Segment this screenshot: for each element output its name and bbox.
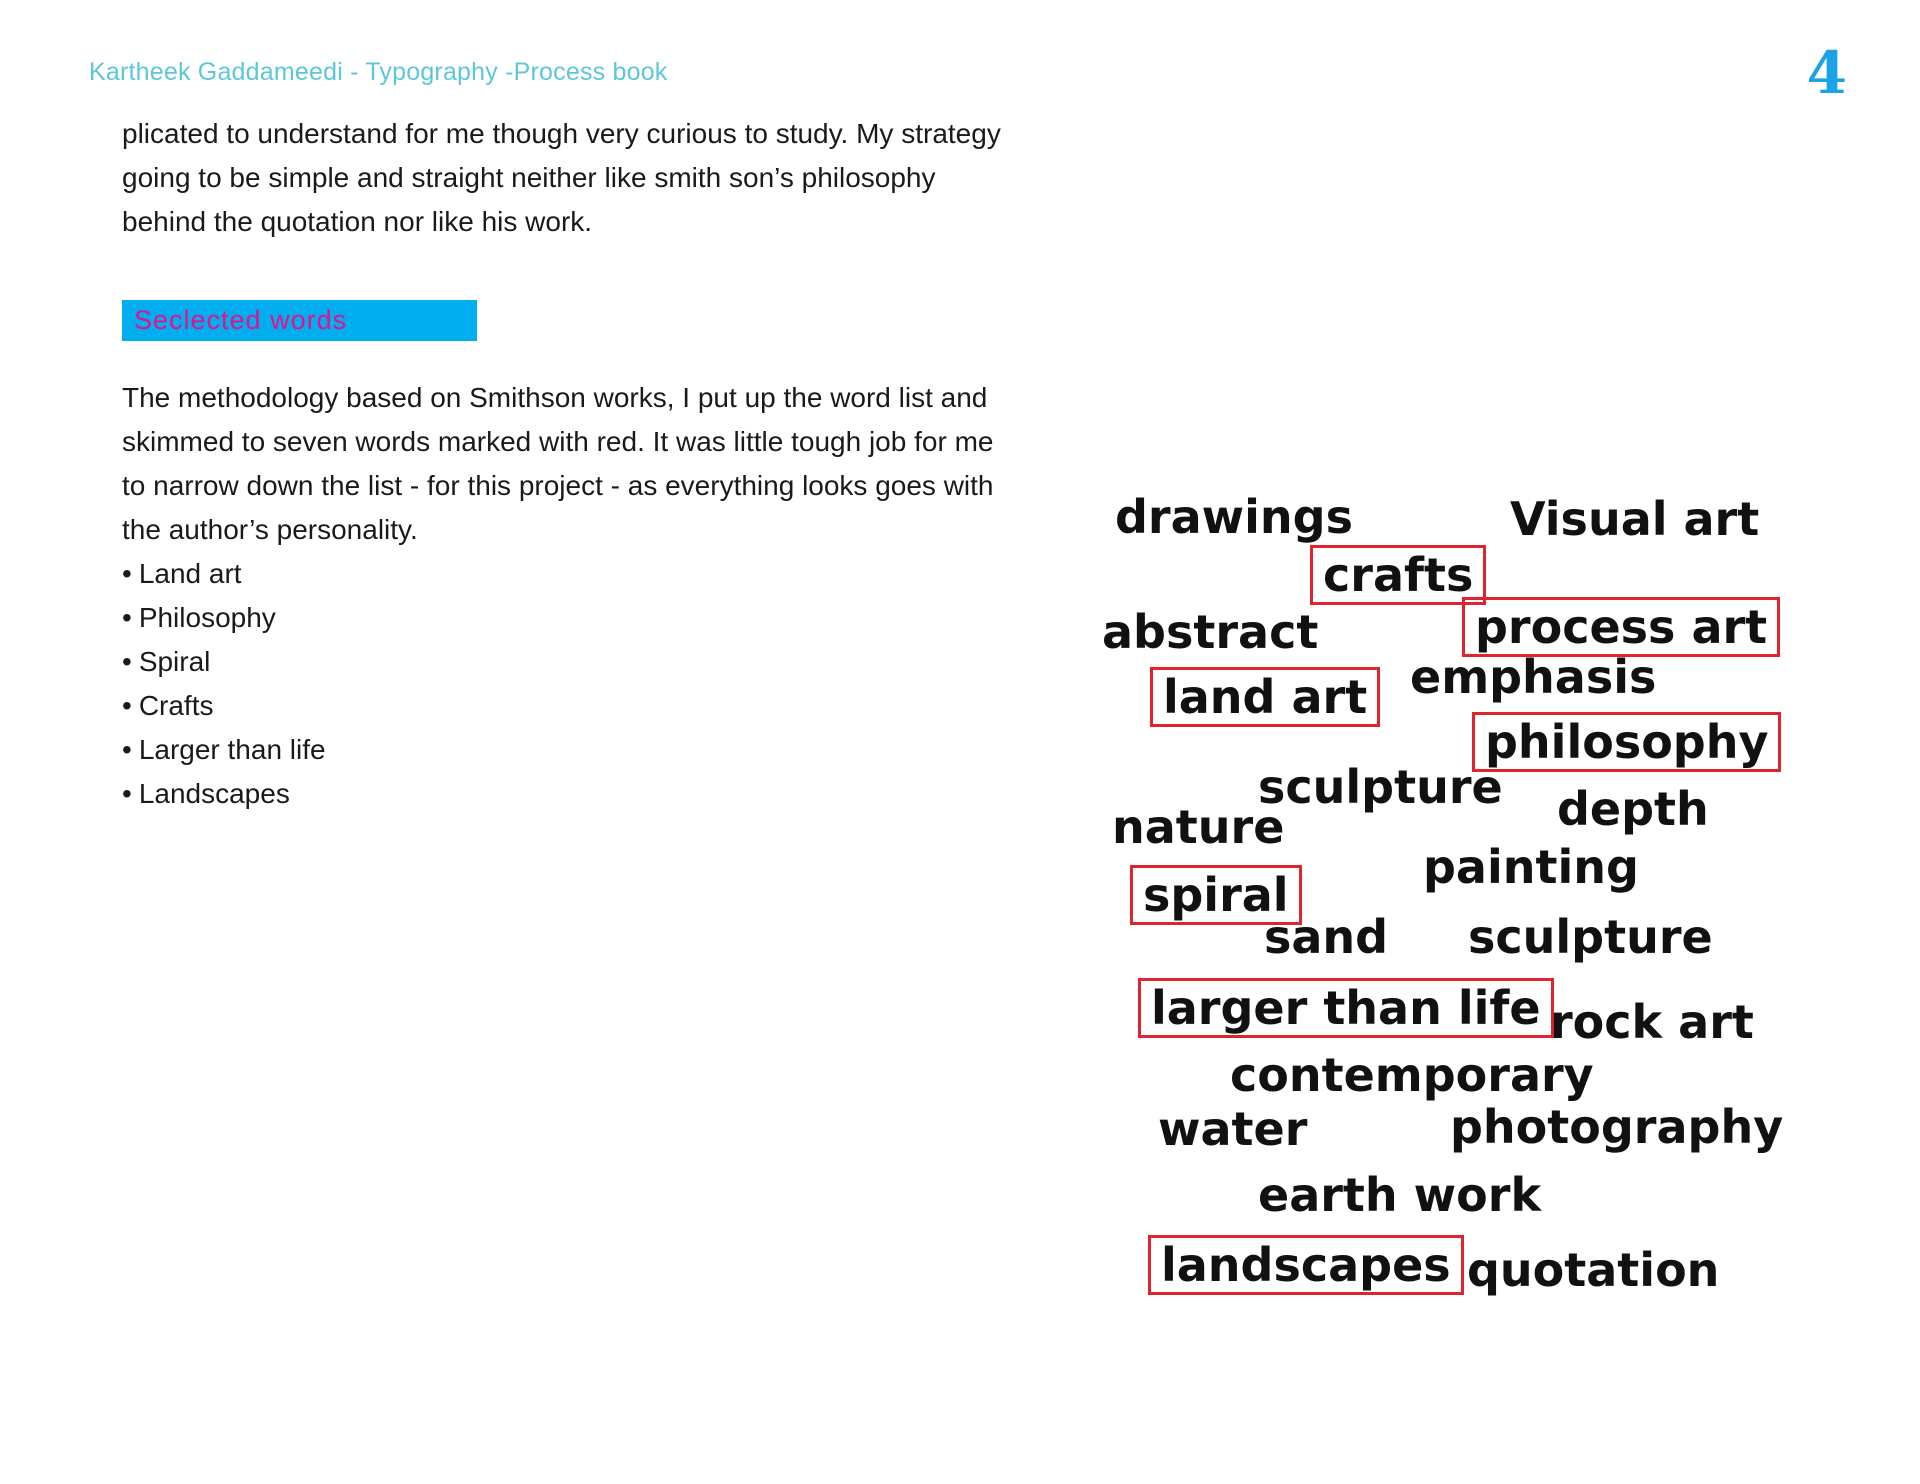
cloud-word-marked: landscapes [1148,1235,1464,1295]
cloud-word: contemporary [1230,1048,1594,1102]
cloud-word-marked: process art [1462,597,1780,657]
list-item: • Spiral [122,640,1022,684]
cloud-word: water [1158,1102,1308,1156]
cloud-word: nature [1112,800,1285,854]
cloud-word: sculpture [1258,760,1503,814]
cloud-word: earth work [1258,1168,1542,1222]
cloud-word: photography [1450,1100,1784,1154]
cloud-word-marked: crafts [1310,545,1486,605]
method-paragraph: The methodology based on Smithson works, I put up the word list and skimmed to seven words marked with red. It was little tough job for me to narrow down the list - for this project - as everything looks goes with the author’s personality. [122,382,994,545]
cloud-word: sand [1264,910,1389,964]
list-item: • Philosophy [122,596,1022,640]
cloud-word: sculpture [1468,910,1713,964]
intro-paragraph [122,112,1022,244]
cloud-word: abstract [1102,605,1319,659]
cloud-word: drawings [1115,490,1353,544]
cloud-word: emphasis [1410,650,1657,704]
cloud-word: Visual art [1510,492,1760,546]
cloud-word: depth [1557,782,1709,836]
cloud-word-marked: land art [1150,667,1380,727]
word-cloud [1090,470,1790,1320]
selected-words-list [122,552,1022,816]
section-label: Seclected words [122,300,477,341]
list-item: • Landscapes [122,772,1022,816]
intro-paragraph-text: plicated to understand for me though very curious to study. My strategy going to be simple and straight neither like smith son’s philosophy behind the quotation nor like his work. [122,118,1001,237]
cloud-word-marked: philosophy [1472,712,1781,772]
cloud-word: quotation [1467,1243,1720,1297]
method-section [122,376,1022,816]
cloud-word-marked: spiral [1130,865,1302,925]
list-item: • Land art [122,552,1022,596]
cloud-word-marked: larger than life [1138,978,1554,1038]
list-item: • Larger than life [122,728,1022,772]
cloud-word: rock art [1550,995,1754,1049]
list-item: • Crafts [122,684,1022,728]
page-number: 4 [1806,39,1847,107]
cloud-word: painting [1423,840,1639,894]
document-header: Kartheek Gaddameedi - Typography -Process book [89,58,668,86]
